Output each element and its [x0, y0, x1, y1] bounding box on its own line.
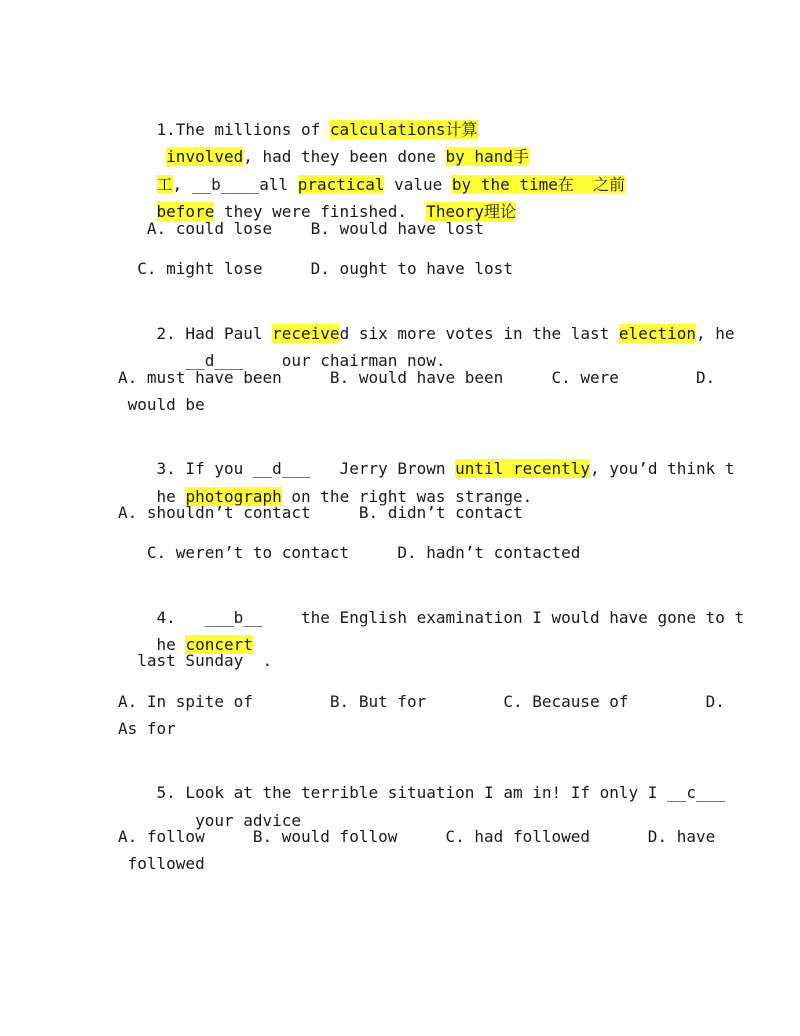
highlighted-term: calculations计算 [329, 120, 478, 139]
highlighted-term: concert [185, 635, 253, 654]
text-segment: they were finished. [214, 202, 427, 221]
text-segment: your advice [156, 811, 302, 830]
text-segment: 5. Look at the terrible situation I am in! If only I __c___ [156, 783, 725, 802]
text-segment: he [156, 487, 186, 506]
q5-line-2 [118, 785, 302, 830]
text-segment: d six more votes in the last [339, 324, 619, 343]
highlighted-term: until recently [455, 459, 591, 478]
q1-line-4 [118, 176, 517, 221]
q2-line-2 [118, 325, 446, 370]
q2-options-line-2: would be [118, 395, 205, 414]
highlighted-term: photograph [185, 487, 282, 506]
q4-options-line-2: As for [118, 719, 176, 738]
q1-line-2 [118, 121, 529, 166]
q4-line-1 [118, 582, 745, 627]
q3-options-line-2: C. weren’t to contact D. hadn’t contacted [118, 543, 581, 562]
text-segment: value [384, 175, 452, 194]
q1-options-line-2: C. might lose D. ought to have lost [118, 259, 513, 278]
q4-options-line-1: A. In spite of B. But for C. Because of D. [118, 692, 725, 711]
q1-line-3 [118, 149, 626, 194]
highlighted-term: before [156, 202, 215, 221]
text-segment: , he [695, 324, 735, 343]
highlighted-term: Theory理论 [426, 202, 517, 221]
q5-options-line-1: A. follow B. would follow C. had followed D. have [118, 827, 716, 846]
highlighted-term: 工 [156, 175, 173, 194]
text-segment: 2. Had Paul [156, 324, 273, 343]
q3-line-1 [118, 433, 735, 478]
q1-options-line-1: A. could lose B. would have lost [118, 219, 485, 238]
highlighted-term: involved [166, 147, 244, 166]
q1-line-1 [118, 94, 478, 139]
text-segment: , had they been done [243, 147, 446, 166]
highlighted-term: election [618, 324, 696, 343]
q5-options-line-2: followed [118, 854, 205, 873]
text-segment: he [156, 635, 186, 654]
text-segment: 4. ___b__ the English examination I would have gone to t [156, 608, 745, 627]
q5-line-1 [118, 757, 725, 802]
highlighted-term: practical [297, 175, 385, 194]
highlighted-term: receive [272, 324, 340, 343]
q4-line-3: last Sunday . [118, 651, 273, 670]
text-segment: 1.The millions of [156, 120, 330, 139]
highlighted-term: by hand手 [445, 147, 529, 166]
text-segment: , you’d think t [590, 459, 735, 478]
text-segment: __d___ our chairman now. [156, 351, 446, 370]
text-segment: on the right was strange. [281, 487, 533, 506]
q2-options-line-1: A. must have been B. would have been C. were D. [118, 368, 716, 387]
q3-options-line-1: A. shouldn’t contact B. didn’t contact [118, 503, 523, 522]
q3-line-2 [118, 461, 533, 506]
highlighted-term: by the time在 之前 [451, 175, 626, 194]
q4-line-2 [118, 609, 253, 654]
q2-line-1 [118, 298, 735, 343]
text-segment: , __b____all [172, 175, 298, 194]
text-segment: 3. If you __d___ Jerry Brown [156, 459, 456, 478]
